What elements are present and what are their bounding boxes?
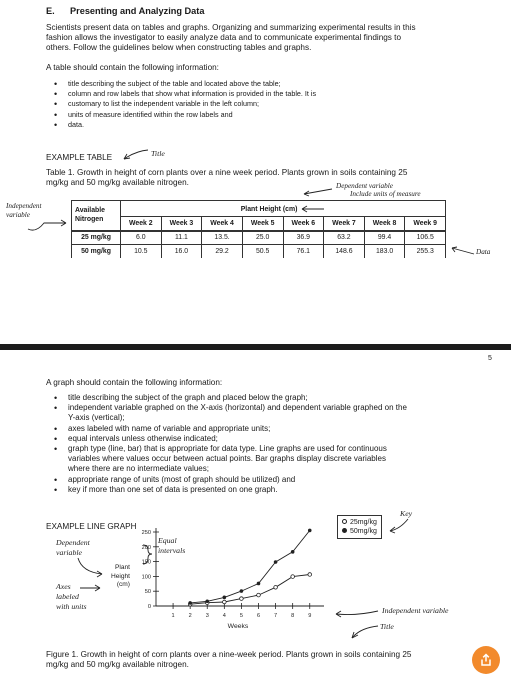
group-header-label: Plant Height (cm) — [240, 205, 298, 213]
share-icon — [479, 653, 493, 667]
data-point-25mg — [223, 600, 227, 604]
table-header-plant-height — [121, 201, 446, 217]
data-point-25mg — [308, 573, 312, 577]
week-header: Week 3 — [161, 217, 202, 231]
week-header: Week 4 — [202, 217, 243, 231]
y-tick-label: 200 — [141, 544, 151, 551]
document-page-lower — [0, 350, 511, 700]
graph-rule-line: appropriate range of units (most of graph should be utilized) and — [68, 474, 296, 484]
table-cell: 10.5 — [121, 245, 162, 259]
independent-annotation: Independent — [6, 202, 42, 210]
share-button[interactable] — [472, 646, 500, 674]
graph-rule-line: axes labeled with name of variable and appropriate units; — [68, 423, 271, 433]
dependent-annotation-2: variable — [56, 548, 82, 557]
line-graph — [120, 526, 340, 634]
axes-labeled-annotation-2: labeled — [56, 592, 79, 601]
title-arrow-icon — [120, 147, 152, 163]
table-cell: 13.5. — [202, 231, 243, 245]
graph-rule-line: title describing the subject of the graph and placed below the graph; — [68, 393, 308, 402]
y-tick-label: 0 — [147, 604, 151, 610]
example-data-table — [71, 200, 446, 259]
dependent-arrow-icon — [300, 185, 334, 197]
table-row — [72, 231, 446, 245]
x-tick-label: 2 — [188, 613, 192, 619]
data-point-50mg — [291, 550, 295, 554]
graph-rule-line: graph type (line, bar) that is appropriate for data type. Line graphs are used for continuous — [68, 444, 387, 454]
independent-annotation-2: variable — [6, 211, 30, 219]
graph-rules-list — [46, 393, 407, 495]
y-tick-label: 100 — [141, 574, 151, 581]
independent-arrow-icon — [26, 215, 70, 235]
table-rule-item: • customary to list the independent variable in the left column; — [46, 99, 316, 109]
table-cell: 50.5 — [242, 245, 283, 259]
table-cell: 63.2 — [324, 231, 365, 245]
page-gap — [0, 258, 511, 344]
graph-rule-line: where there are no intermediate values; — [68, 464, 209, 474]
axes-labeled-annotation: Axes — [56, 582, 71, 591]
table-title-line-2: mg/kg and 50 mg/kg available nitrogen. — [46, 178, 189, 187]
x-tick-label: 7 — [274, 613, 278, 619]
x-tick-label: 5 — [239, 613, 243, 619]
y-axis-label-line: Height — [110, 572, 130, 580]
week-header: Week 5 — [242, 217, 283, 231]
graph-legend — [337, 515, 382, 539]
table-rules-lead: A table should contain the following information: — [46, 63, 219, 72]
header-line: Nitrogen — [75, 216, 104, 224]
table-header-nitrogen — [72, 201, 121, 231]
section-letter: E. — [46, 6, 55, 16]
y-tick-label: 50 — [144, 589, 151, 596]
x-tick-label: 6 — [256, 613, 261, 619]
independent-graph-arrow-icon — [332, 602, 380, 620]
graph-rules-lead: A graph should contain the following information: — [46, 378, 223, 387]
row-label: 50 mg/kg — [72, 245, 121, 259]
intro-line-2: fashion allows the investigator to easily analyze data and to communicate experimental findings to — [46, 33, 401, 42]
graph-rule-item — [46, 393, 407, 403]
table-cell: 6.0 — [121, 231, 162, 245]
graph-rule-item — [46, 485, 407, 495]
data-point-25mg — [274, 585, 278, 589]
series-line-50mg — [190, 530, 310, 603]
dependent-graph-arrow-icon — [76, 556, 106, 578]
legend-item-50 — [342, 527, 377, 536]
table-rule-item: • data. — [46, 120, 316, 130]
key-arrow-icon — [386, 517, 412, 535]
y-tick-label: 250 — [141, 530, 151, 536]
x-tick-label: 1 — [171, 613, 175, 619]
graph-rule-item — [46, 424, 407, 434]
key-annotation: Key — [400, 509, 413, 518]
open-circle-icon — [342, 519, 347, 524]
data-point-25mg — [257, 593, 261, 597]
data-point-25mg — [240, 597, 244, 601]
data-annotation: Data — [476, 248, 491, 256]
data-point-50mg — [240, 589, 244, 593]
week-header: Week 9 — [405, 217, 446, 231]
data-point-50mg — [308, 529, 312, 533]
table-cell: 29.2 — [202, 245, 243, 259]
units-annotation: Include units of measure — [350, 190, 421, 198]
independent-variable-annotation: Independent variable — [382, 606, 449, 615]
table-rule-item: • units of measure identified within the row labels and — [46, 110, 316, 120]
graph-rule-line: independent variable graphed on the X-axis (horizontal) and dependent variable graphed on the — [68, 403, 407, 413]
week-header: Week 8 — [364, 217, 405, 231]
graph-rule-line: variables where values occur between actual points. Bar graphs display discrete variables — [68, 454, 386, 464]
intro-line-1: Scientists present data on tables and graphs. Organizing and summarizing experimental results in this — [46, 23, 416, 32]
example-graph-label: EXAMPLE LINE GRAPH — [46, 522, 137, 531]
x-tick-label: 4 — [222, 613, 226, 619]
dependent-annotation: Dependent — [56, 538, 90, 547]
week-header: Week 2 — [121, 217, 162, 231]
data-point-50mg — [257, 582, 261, 586]
table-cell: 183.0 — [364, 245, 405, 259]
header-line: Available — [75, 207, 106, 215]
axes-arrow-icon — [78, 582, 104, 592]
graph-rule-item — [46, 444, 407, 475]
table-rule-item: • title describing the subject of the table and located above the table; — [46, 79, 316, 89]
table-cell: 11.1 — [161, 231, 202, 245]
graph-rule-line: equal intervals unless otherwise indicated; — [68, 433, 218, 443]
table-cell: 99.4 — [364, 231, 405, 245]
table-cell: 106.5 — [405, 231, 446, 245]
table-cell: 255.3 — [405, 245, 446, 259]
table-cell: 148.6 — [324, 245, 365, 259]
graph-rule-item — [46, 403, 407, 423]
graph-rule-line: Y-axis (vertical); — [68, 413, 125, 423]
week-header: Week 6 — [283, 217, 324, 231]
x-axis-label: Weeks — [227, 623, 249, 630]
row-label: 25 mg/kg — [72, 231, 121, 245]
table-cell: 36.9 — [283, 231, 324, 245]
table-row — [72, 245, 446, 259]
section-heading: Presenting and Analyzing Data — [70, 6, 205, 16]
data-point-50mg — [188, 601, 192, 605]
table-title-line-1: Table 1. Growth in height of corn plants over a nine week period. Plants grown in soils containing 25 — [46, 168, 408, 177]
figure-caption-line-2: mg/kg and 50 mg/kg available nitrogen. — [46, 660, 189, 669]
y-axis-label-line: (cm) — [116, 581, 130, 589]
table-header-row — [72, 217, 446, 231]
document-page-upper — [0, 0, 511, 258]
equal-intervals-annotation-2: intervals — [158, 546, 186, 555]
filled-circle-icon — [342, 528, 347, 533]
data-point-25mg — [291, 575, 295, 579]
week-header: Week 7 — [324, 217, 365, 231]
y-axis-label-line: Plant — [114, 564, 130, 571]
table-cell: 76.1 — [283, 245, 324, 259]
x-tick-label: 8 — [291, 613, 295, 619]
data-arrow-icon — [448, 244, 476, 258]
graph-rule-item — [46, 434, 407, 444]
table-rule-item: • column and row labels that show what information is provided in the table. It is — [46, 89, 316, 99]
intro-line-3: others. Follow the guidelines below when constructing tables and graphs. — [46, 43, 312, 52]
data-point-50mg — [223, 596, 227, 600]
graph-rule-line: key if more than one set of data is presented on one graph. — [68, 484, 278, 494]
graph-rule-item — [46, 475, 407, 485]
data-point-50mg — [274, 560, 278, 564]
table-rules-list — [46, 79, 316, 130]
equal-intervals-annotation: Equal — [158, 536, 177, 545]
data-point-50mg — [205, 599, 209, 603]
y-tick-label: 150 — [141, 559, 151, 566]
legend-label: 50mg/kg — [350, 528, 377, 535]
example-table-label: EXAMPLE TABLE — [46, 153, 113, 162]
legend-item-25 — [342, 518, 377, 527]
plant-height-arrow-icon — [299, 205, 325, 213]
figure-caption-line-1: Figure 1. Growth in height of corn plants over a nine-week period. Plants grown in soils containing 25 — [46, 650, 412, 659]
x-tick-label: 3 — [205, 613, 209, 619]
dependent-variable-annotation: Dependent variable — [336, 182, 393, 190]
table-cell: 16.0 — [161, 245, 202, 259]
page-number: 5 — [488, 355, 492, 362]
title-graph-annotation: Title — [380, 622, 394, 631]
x-tick-label: 9 — [308, 613, 312, 619]
title-graph-arrow-icon — [346, 620, 380, 642]
table-cell: 25.0 — [242, 231, 283, 245]
axes-labeled-annotation-3: with units — [56, 602, 87, 611]
legend-label: 25mg/kg — [350, 519, 377, 526]
title-annotation: Title — [151, 149, 165, 158]
